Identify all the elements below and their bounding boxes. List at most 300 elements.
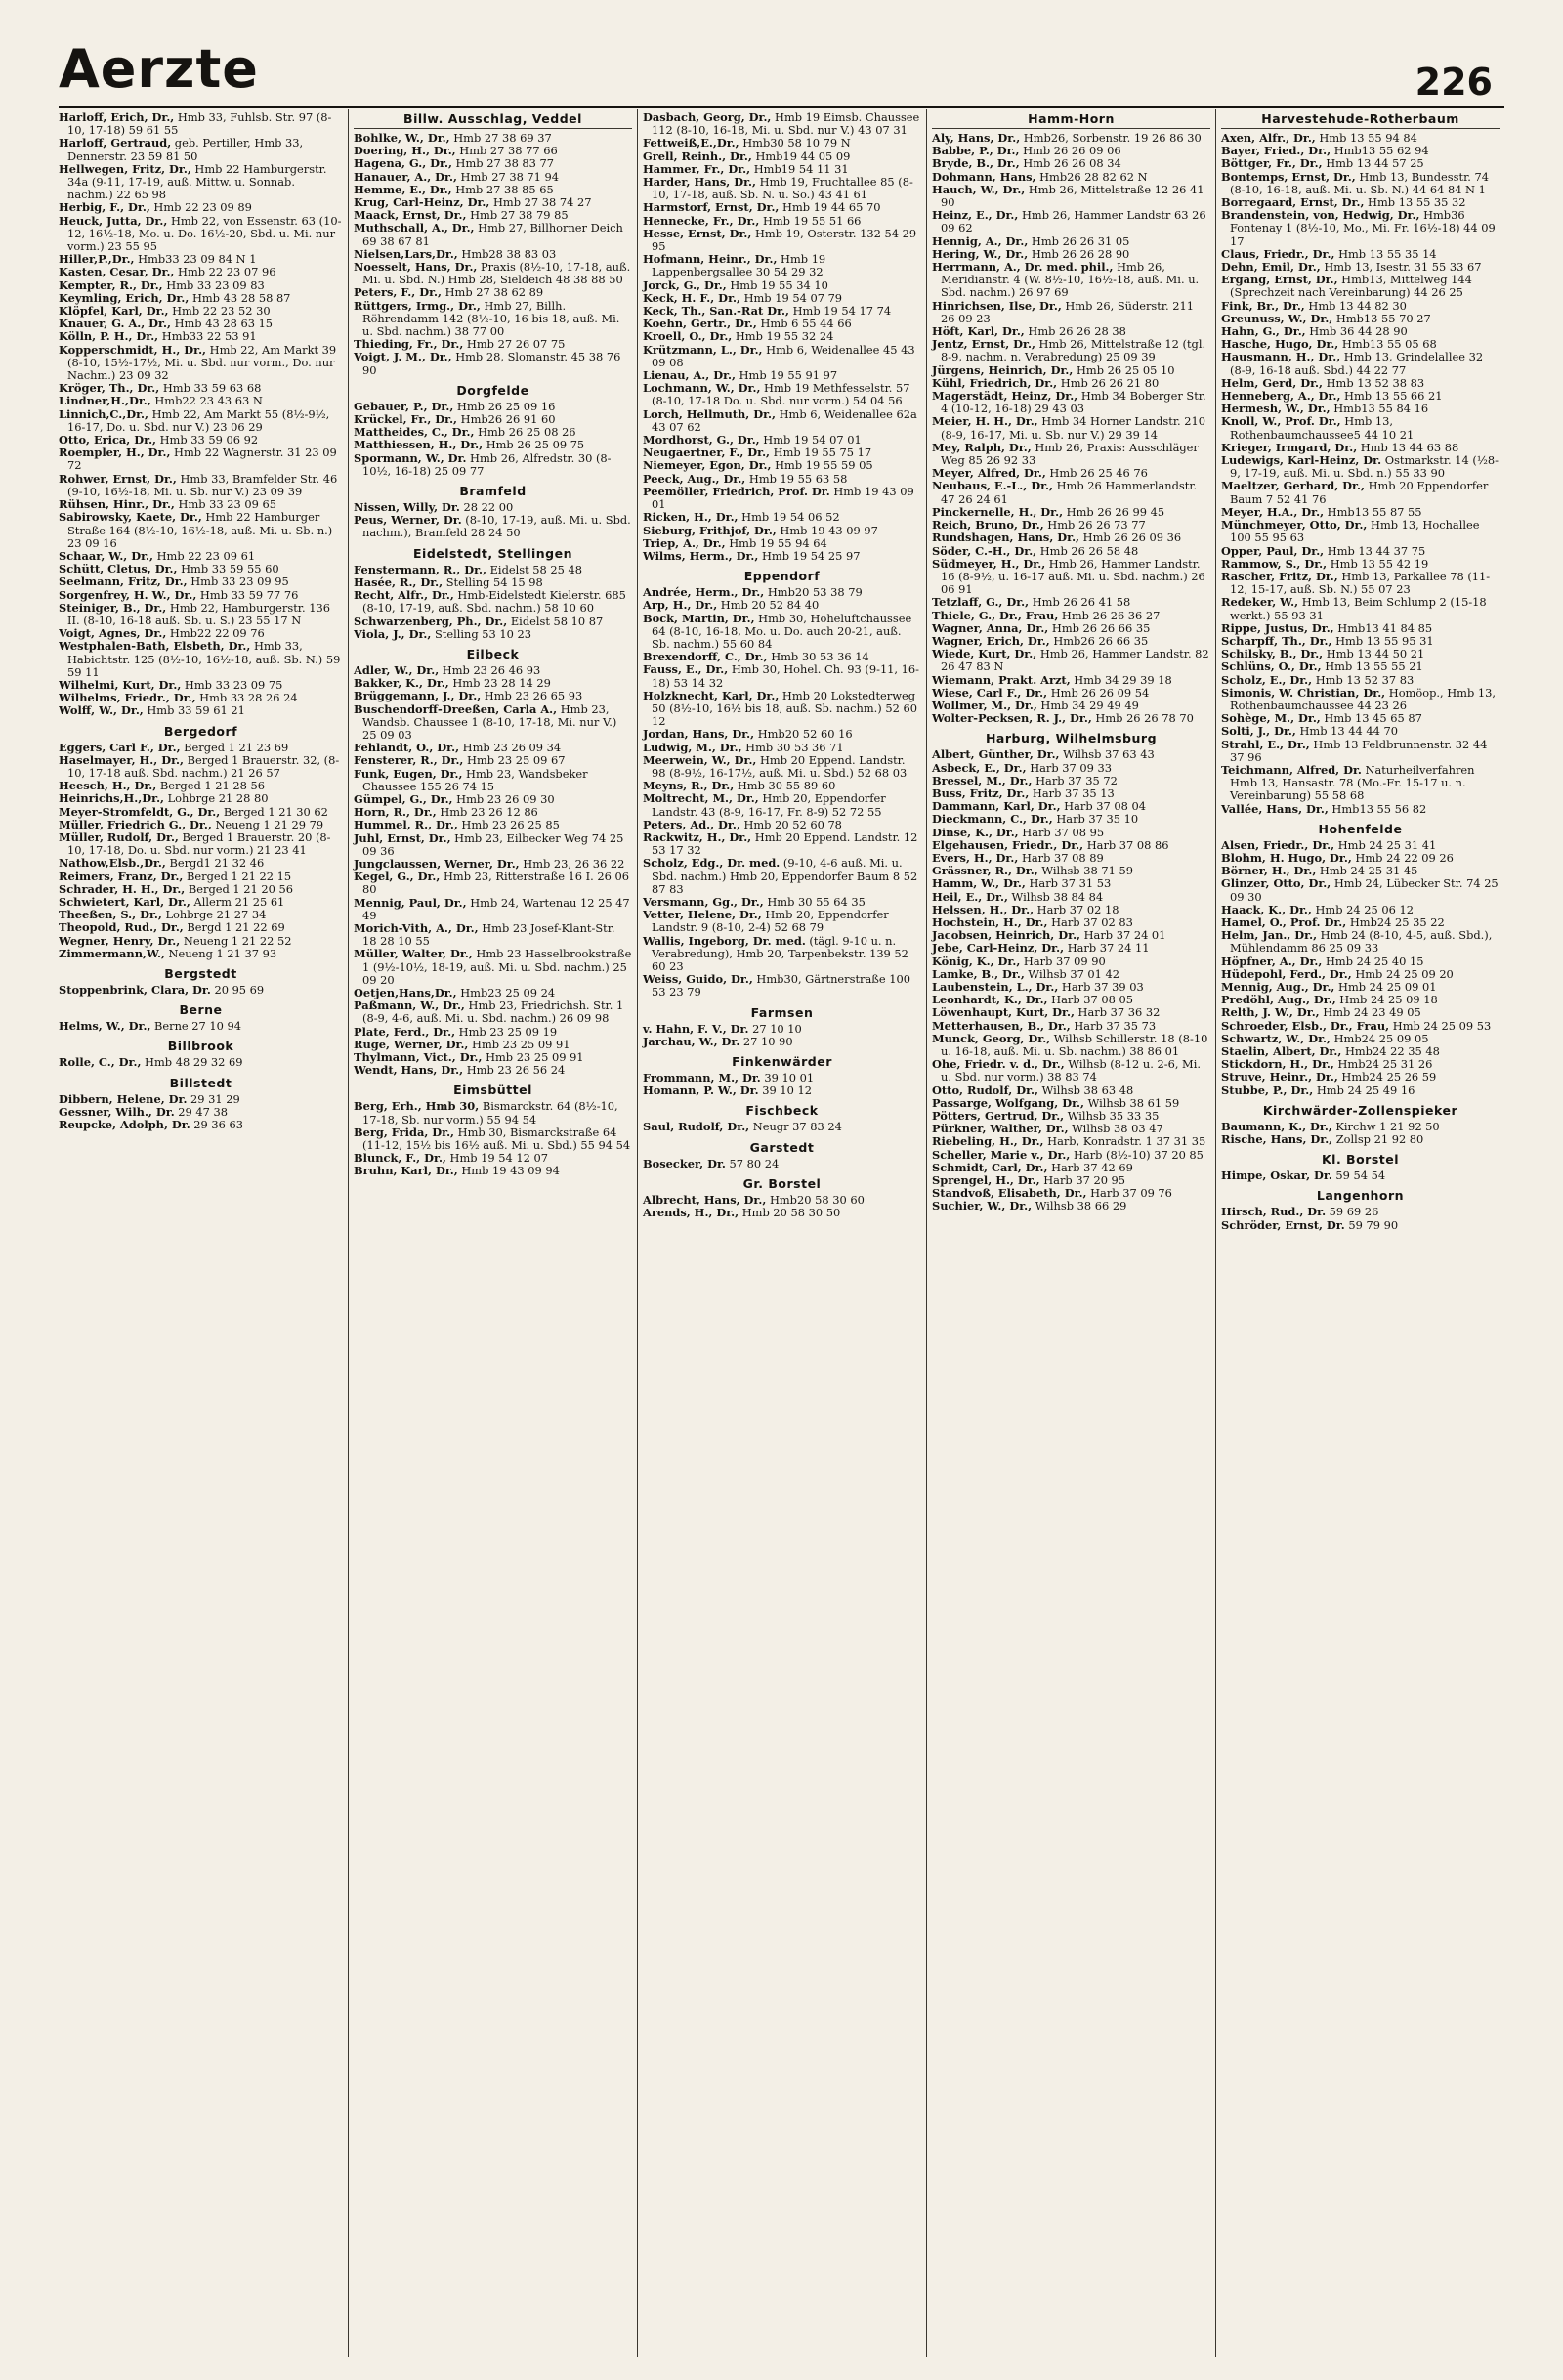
entry-name: Helms, W., Dr.,	[59, 1019, 151, 1034]
entry-details: Hmb 33 59 06 92	[156, 433, 259, 447]
directory-entry	[932, 184, 1210, 209]
entry-details: Hmb 33 59 55 60	[177, 562, 279, 576]
entry-name: Weiss, Guido, Dr.,	[643, 972, 753, 987]
entry-details: Harb 37 36 32	[1074, 1005, 1161, 1020]
entry-details: Wilhsb 38 03 47	[1068, 1122, 1163, 1136]
entry-details: Hmb 19 55 63 58	[745, 471, 848, 486]
entry-name: Oetjen,Hans,Dr.,	[354, 985, 457, 999]
directory-entry	[643, 408, 921, 434]
directory-section	[1221, 111, 1500, 816]
entry-name: Hellwegen, Fritz, Dr.,	[59, 161, 191, 176]
entry-name: Harloff, Erich, Dr.,	[59, 110, 175, 124]
directory-entry	[643, 792, 921, 818]
entry-name: Südmeyer, H., Dr.,	[932, 556, 1046, 571]
entry-name: Blohm, H. Hugo, Dr.,	[1221, 850, 1352, 865]
entry-name: Schilsky, B., Dr.,	[1221, 647, 1324, 661]
entry-details: Berged 1 21 20 56	[185, 881, 293, 896]
entry-list	[643, 1023, 921, 1048]
entry-details: Hmb 19 55 59 05	[771, 458, 873, 473]
entry-name: Schütt, Cletus, Dr.,	[59, 562, 178, 576]
entry-details: Wilhsb 38 61 59	[1083, 1095, 1180, 1110]
entry-name: Frommann, M., Dr.	[643, 1071, 761, 1085]
entry-name: Suchier, W., Dr.,	[932, 1199, 1033, 1213]
entry-details: Hmb 48 29 32 69	[141, 1055, 243, 1070]
entry-name: Jebe, Carl-Heinz, Dr.,	[932, 941, 1065, 956]
page-title: Aerzte	[59, 38, 259, 100]
entry-details: Hmb 34 29 39 18	[1070, 672, 1172, 687]
entry-name: Lochmann, W., Dr.,	[643, 381, 761, 396]
entry-name: Andrée, Herm., Dr.,	[643, 585, 765, 600]
entry-list	[59, 1056, 343, 1069]
entry-details: Hmb 22 23 52 30	[168, 304, 271, 319]
page-header	[59, 27, 1504, 108]
entry-list	[643, 1072, 921, 1097]
entry-details: Eidelst 58 25 48	[486, 562, 583, 576]
entry-details: Hmb20 52 60 16	[754, 727, 853, 742]
entry-details: Hmb 23 26 25 85	[457, 818, 560, 832]
entry-details: Hmb 13 44 57 25	[1322, 156, 1424, 171]
entry-details: Hmb 22 Hamburger Straße 164 (8½-10, 16½-18, auß. Mi. u. Sb. n.) 23 09 16	[67, 510, 333, 550]
entry-details: Hmb 27, Billhorner Deich 69 38 67 81	[362, 221, 623, 248]
entry-name: Rundshagen, Hans, Dr.,	[932, 531, 1080, 545]
directory-entry	[1221, 929, 1500, 955]
section-title: Bergstedt	[164, 966, 237, 981]
entry-list	[354, 401, 632, 478]
entry-name: Bosecker, Dr.	[643, 1156, 726, 1170]
entry-details: Hmb 27, Billh. Röhrendamm 142 (8½-10, 16 bis 18, auß. Mi. u. Sbd. nachm.) 38 77 00	[362, 298, 620, 339]
entry-list	[354, 564, 632, 641]
entry-details: Harb 37 24 11	[1064, 941, 1150, 956]
entry-details: Hmb 24, Lübecker Str. 74 25 09 30	[1230, 876, 1499, 904]
entry-details: Bergd1 21 32 46	[165, 856, 265, 871]
directory-section	[354, 383, 632, 478]
entry-details: Berged 1 Brauerstr. 32, (8-10, 17-18 auß. Sbd. nachm.) 21 26 57	[67, 752, 340, 780]
entry-name: Heinrichs,H.,Dr.,	[59, 791, 164, 806]
directory-section	[59, 1039, 343, 1069]
entry-name: Wegner, Henry, Dr.,	[59, 933, 181, 948]
directory-entry	[59, 1119, 343, 1131]
entry-details: Hmb 19 54 17 74	[789, 304, 892, 319]
entry-details: Wilhsb Schillerstr. 18 (8-10 u. 16-18, auß. Mi. u. Sb. nachm.) 38 86 01	[941, 1031, 1208, 1059]
entry-name: Westphalen-Bath, Elsbeth, Dr.,	[59, 639, 251, 654]
directory-section	[59, 1076, 343, 1132]
entry-details: 39 10 01	[760, 1071, 815, 1085]
entry-details: Hmb 26 26 66 35	[1048, 620, 1151, 635]
entry-details: (8-10, 17-19, auß. Mi. u. Sbd. nachm.), Bramfeld 28 24 50	[362, 513, 631, 540]
entry-name: Haack, K., Dr.,	[1221, 902, 1312, 916]
entry-details: Harb 37 20 95	[1039, 1173, 1126, 1188]
entry-name: Dehn, Emil, Dr.,	[1221, 260, 1321, 275]
entry-details: Harb 37 02 18	[1034, 902, 1119, 916]
directory-entry	[354, 1126, 632, 1152]
entry-name: Bruhn, Karl, Dr.,	[354, 1164, 458, 1178]
entry-details: Hmb 19 43 09 01	[652, 484, 914, 512]
directory-entry	[932, 480, 1210, 505]
entry-details: Hmb26 26 91 60	[457, 412, 556, 427]
directory-entry	[354, 897, 632, 922]
entry-details: Hmb 26 26 41 58	[1029, 595, 1131, 610]
entry-name: Harloff, Gertraud,	[59, 136, 172, 150]
entry-name: Maeltzer, Gerhard, Dr.,	[1221, 479, 1365, 493]
entry-name: Maack, Ernst, Dr.,	[354, 208, 467, 223]
entry-details: Hmb 23, Eilbecker Weg 74 25 09 36	[362, 830, 624, 858]
directory-entry	[1221, 764, 1500, 803]
directory-entry	[354, 589, 632, 615]
entry-details: Kirchw 1 21 92 50	[1331, 1119, 1440, 1133]
entry-details: Stelling 54 15 98	[443, 574, 543, 589]
entry-details: Hmb 27 38 69 37	[449, 131, 552, 145]
entry-details: Hmb 19 44 65 70	[779, 200, 881, 215]
directory-entry	[643, 857, 921, 896]
entry-details: Hmb 27 38 85 65	[451, 182, 554, 196]
entry-details: Hmb 36 44 28 90	[1305, 324, 1408, 339]
entry-name: Spormann, W., Dr.	[354, 450, 467, 465]
entry-name: Sprengel, H., Dr.,	[932, 1173, 1040, 1188]
entry-details: Harb 37 09 33	[1026, 760, 1113, 775]
directory-entry	[59, 511, 343, 550]
entry-details: Hmb 26 26 36 27	[1058, 608, 1161, 622]
entry-name: Ohe, Friedr. v. d., Dr.,	[932, 1057, 1065, 1072]
entry-name: Simonis, W. Christian, Dr.,	[1221, 685, 1386, 700]
entry-name: Kroell, O., Dr.,	[643, 329, 733, 344]
entry-name: Jarchau, W., Dr.	[643, 1034, 740, 1048]
entry-name: Axen, Alfr., Dr.,	[1221, 131, 1316, 145]
entry-details: Praxis (8½-10, 17-18, auß. Mi. u. Sbd. N.) Hmb 28, Sieldeich 48 38 88 50	[362, 260, 631, 287]
entry-name: Leonhardt, K., Dr.,	[932, 993, 1048, 1007]
entry-details: Hmb24 25 09 05	[1330, 1031, 1429, 1045]
entry-details: 59 79 90	[1344, 1217, 1399, 1232]
section-title: Hohenfelde	[1318, 821, 1403, 836]
entry-details: Hmb24 25 35 22	[1346, 914, 1445, 929]
entry-name: Sabirowsky, Kaete, Dr.,	[59, 510, 202, 525]
directory-entry	[643, 973, 921, 999]
entry-name: Rohwer, Ernst, Dr.,	[59, 471, 177, 486]
directory-entry	[59, 831, 343, 857]
entry-name: Jungclaussen, Werner, Dr.,	[354, 856, 520, 871]
entry-name: Knauer, G. A., Dr.,	[59, 317, 171, 331]
directory-entry	[1221, 803, 1500, 816]
entry-name: Fehlandt, O., Dr.,	[354, 741, 460, 755]
entry-name: Versmann, Gg., Dr.,	[643, 894, 764, 909]
entry-details: 29 47 38	[174, 1104, 229, 1119]
entry-name: Wiese, Carl F., Dr.,	[932, 685, 1048, 700]
entry-name: Dohmann, Hans,	[932, 169, 1036, 184]
entry-details: Hmb 30, Hohel. Ch. 93 (9-11, 16-18) 53 14 32	[652, 662, 920, 690]
directory-section	[1221, 822, 1500, 1097]
entry-name: Reupcke, Adolph, Dr.	[59, 1118, 190, 1132]
directory-entry	[643, 613, 921, 652]
entry-name: Mennig, Paul, Dr.,	[354, 895, 467, 910]
entry-details: Harb 37 08 05	[1047, 993, 1133, 1007]
entry-name: Babbe, P., Dr.,	[932, 144, 1020, 158]
directory-entry	[1221, 877, 1500, 903]
entry-details: Hmb 13, Hochallee 100 55 95 63	[1230, 518, 1480, 545]
entry-name: Lamke, B., Dr.,	[932, 966, 1025, 981]
entry-name: Dasbach, Georg, Dr.,	[643, 110, 772, 124]
entry-details: Hmb 20 52 84 40	[717, 598, 820, 613]
entry-name: Stubbe, P., Dr.,	[1221, 1083, 1314, 1097]
entry-details: (tägl. 9-10 u. n. Verabredung), Hmb 20, Tarpenbekstr. 139 52 60 23	[652, 933, 908, 973]
entry-details: Hmb 26 26 08 34	[1019, 156, 1121, 171]
entry-details: Hmb 13, Isestr. 31 55 33 67	[1320, 260, 1482, 275]
entry-name: Claus, Friedr., Dr.,	[1221, 246, 1335, 261]
entry-name: Zimmermann,W.,	[59, 946, 165, 960]
entry-name: Himpe, Oskar, Dr.	[1221, 1169, 1332, 1183]
entry-details: Hmb13, Mittelweg 144 (Sprechzeit nach Vereinbarung) 44 26 25	[1230, 273, 1472, 300]
entry-name: Söder, C.-H., Dr.,	[932, 543, 1037, 558]
entry-details: Harb 37 08 04	[1060, 799, 1146, 814]
entry-name: Doering, H., Dr.,	[354, 144, 456, 158]
entry-details: Hmb 23, 26 36 22	[519, 856, 625, 871]
directory-entry	[643, 382, 921, 407]
entry-name: Aly, Hans, Dr.,	[932, 131, 1021, 145]
entry-details: Hmb 13 55 94 84	[1315, 131, 1417, 145]
entry-details: Hmb-Eidelstedt Kielerstr. 685 (8-10, 17-19, auß. Sbd. nachm.) 58 10 60	[362, 588, 626, 616]
directory-entry	[354, 628, 632, 641]
entry-details: Hmb 26, Hammer Landstr. 82 26 47 83 N	[941, 647, 1209, 674]
entry-name: Helssen, H., Dr.,	[932, 902, 1035, 916]
entry-name: v. Hahn, F. V., Dr.	[643, 1021, 749, 1036]
entry-name: Borregaard, Ernst, Dr.,	[1221, 195, 1365, 210]
directory-entry	[932, 442, 1210, 467]
directory-entry	[932, 261, 1210, 300]
entry-details: Berged 1 21 22 15	[183, 869, 292, 883]
entry-details: Hmb 13, Grindelallee 32 (8-9, 16-18 auß. Sbd.) 44 22 77	[1230, 350, 1484, 377]
entry-name: Mey, Ralph, Dr.,	[932, 440, 1032, 454]
entry-name: Scheller, Marie v., Dr.,	[932, 1147, 1071, 1162]
entry-details: Hmb30, Gärtnerstraße 100 53 23 79	[652, 972, 910, 999]
entry-details: Hmb 13 Feldbrunnenstr. 32 44 37 96	[1230, 737, 1488, 764]
entry-name: Wolter-Pecksen, R. J., Dr.,	[932, 711, 1092, 726]
entry-name: Muthschall, A., Dr.,	[354, 221, 475, 235]
entry-name: Wagner, Anna, Dr.,	[932, 620, 1049, 635]
entry-name: Lienau, A., Dr.,	[643, 368, 736, 383]
entry-details: Hmb 19 55 51 66	[759, 213, 862, 228]
entry-details: Hmb 20 Eppendorfer Baum 7 52 41 76	[1230, 479, 1489, 506]
entry-name: Hummel, R., Dr.,	[354, 818, 458, 832]
directory-entry	[354, 1165, 632, 1177]
entry-details: Hmb 23 25 09 91	[468, 1037, 570, 1051]
entry-details: Hmb 26, Hammer Landstr 63 26 09 62	[941, 208, 1206, 235]
entry-name: Höft, Karl, Dr.,	[932, 324, 1025, 339]
directory-entry	[643, 344, 921, 369]
entry-name: Kölln, P. H., Dr.,	[59, 329, 159, 344]
directory-section	[354, 1083, 632, 1177]
entry-name: Albrecht, Hans, Dr.,	[643, 1192, 767, 1207]
section-title: Gr. Borstel	[742, 1175, 822, 1191]
entry-details: Hmb 30, Bismarckstraße 64 (11-12, 15½ bis 16½ auß. Mi. u. Sbd.) 55 94 54	[362, 1125, 631, 1153]
entry-details: Harb 37 08 86	[1083, 837, 1169, 852]
entry-name: Fauss, E., Dr.,	[643, 662, 729, 677]
directory-section	[59, 724, 343, 960]
directory-section	[643, 1176, 921, 1219]
entry-details: Hmb 26 25 05 10	[1073, 362, 1175, 377]
entry-name: Schwartz, W., Dr.,	[1221, 1031, 1331, 1045]
entry-details: Wilhsb 38 63 48	[1037, 1083, 1134, 1097]
entry-details: Wilhsb 38 71 59	[1037, 864, 1133, 878]
entry-name: Dibbern, Helene, Dr.	[59, 1091, 188, 1106]
entry-details: Hmb 19 54 07 01	[759, 433, 862, 447]
entry-details: Hmb 19 54 06 52	[738, 510, 840, 525]
entry-name: Kegel, G., Dr.,	[354, 870, 441, 884]
entry-list	[59, 1020, 343, 1033]
section-title: Bramfeld	[459, 484, 527, 499]
section-title: Eidelstedt, Stellingen	[413, 545, 572, 561]
entry-name: Redeker, W.,	[1221, 595, 1299, 610]
directory-entry	[1221, 687, 1500, 712]
entry-details: Hmb 24 25 31 45	[1316, 864, 1418, 878]
entry-name: Fenstermann, R., Dr.,	[354, 562, 486, 576]
entry-details: Hmb 19 55 32 24	[732, 329, 834, 344]
entry-name: Hasée, R., Dr.,	[354, 574, 444, 589]
entry-name: Schaar, W., Dr.,	[59, 548, 153, 563]
entry-name: Blunck, F., Dr.,	[354, 1151, 446, 1166]
entry-name: Nielsen,Lars,Dr.,	[354, 246, 458, 261]
entry-details: Hmb 22, Am Markt 39 (8-10, 15½-17½, Mi. u. Sbd. nur vorm., Do. nur Nachm.) 23 09 32	[67, 342, 337, 383]
directory-entry	[643, 550, 921, 563]
entry-name: Lorch, Hellmuth, Dr.,	[643, 406, 776, 421]
entry-name: Schwietert, Karl, Dr.,	[59, 894, 190, 909]
entry-name: Asbeck, E., Dr.,	[932, 760, 1027, 775]
entry-details: Hmb 26, Mittelstraße 12 26 41 90	[941, 182, 1204, 210]
entry-details: Lohbrge 21 28 80	[164, 791, 269, 806]
entry-name: Hanauer, A., Dr.,	[354, 169, 457, 184]
entry-details: Hmb 6, Weidenallee 45 43 09 08	[652, 342, 915, 369]
entry-details: Harb, Konradstr. 1 37 31 35	[1043, 1134, 1206, 1149]
section-title: Berne	[179, 1002, 223, 1018]
entry-name: Greunuss, W., Dr.,	[1221, 311, 1333, 325]
entry-name: Hennecke, Fr., Dr.,	[643, 213, 760, 228]
entry-list	[643, 1194, 921, 1219]
entry-details: Hmb 13 55 95 31	[1331, 633, 1434, 648]
entry-details: Homöop., Hmb 13, Rothenbaumchaussee 44 23 26	[1230, 685, 1496, 712]
entry-name: Scholz, Edg., Dr. med.	[643, 856, 781, 871]
entry-details: 29 36 63	[190, 1118, 244, 1132]
entry-name: Harmstorf, Ernst, Dr.,	[643, 200, 780, 215]
entry-details: Hmb13 55 56 82	[1328, 801, 1427, 816]
entry-details: Hmb 23 25 09 91	[482, 1050, 584, 1064]
entry-name: Pürkner, Walther, Dr.,	[932, 1122, 1069, 1136]
entry-name: Bayer, Fried., Dr.,	[1221, 144, 1331, 158]
entry-name: Staelin, Albert, Dr.,	[1221, 1044, 1342, 1059]
entry-details: Hmb 19, Osterstr. 132 54 29 95	[652, 226, 917, 254]
entry-details: Hmb 26, Praxis: Ausschläger Weg 85 26 92 33	[941, 440, 1199, 468]
entry-name: Hasche, Hugo, Dr.,	[1221, 337, 1339, 352]
entry-details: Hmb13 55 87 55	[1324, 504, 1422, 519]
entry-name: Lindner,H.,Dr.,	[59, 394, 151, 408]
entry-details: Hmb 24 25 49 16	[1313, 1083, 1415, 1097]
entry-name: Otto, Erica, Dr.,	[59, 433, 156, 447]
entry-details: Hmb24 25 26 59	[1337, 1070, 1437, 1084]
entry-list	[643, 586, 921, 999]
directory-entry	[932, 558, 1210, 597]
entry-details: Hmb 13 52 38 83	[1322, 375, 1425, 390]
entry-details: Hmb 22 23 09 89	[149, 200, 252, 215]
entry-name: Riebeling, H., Dr.,	[932, 1134, 1044, 1149]
entry-details: Hmb 33 59 77 76	[196, 587, 299, 602]
entry-name: Struve, Heinr., Dr.,	[1221, 1070, 1338, 1084]
entry-details: Hmb 23 25 09 19	[455, 1024, 558, 1039]
entry-details: Hmb 13 44 50 21	[1323, 647, 1425, 661]
directory-entry	[59, 408, 343, 434]
entry-details: Neueng 1 21 37 93	[164, 946, 277, 960]
entry-details: 59 54 54	[1331, 1169, 1386, 1183]
entry-details: Hmb 13, Rothenbaumchaussee5 44 10 21	[1230, 414, 1415, 442]
entry-name: Fettweiß,E.,Dr.,	[643, 136, 739, 150]
entry-name: Holzknecht, Karl, Dr.,	[643, 688, 780, 702]
entry-name: Meier, H. H., Dr.,	[932, 414, 1038, 429]
entry-name: Knoll, W., Prof. Dr.,	[1221, 414, 1341, 429]
entry-list	[354, 1100, 632, 1177]
directory-entry	[643, 111, 921, 137]
directory-entry	[354, 948, 632, 987]
section-title: Farmsen	[750, 1004, 814, 1020]
entry-name: Kühl, Friedrich, Dr.,	[932, 375, 1058, 390]
entry-name: Glinzer, Otto, Dr.,	[1221, 876, 1331, 891]
entry-name: Dieckmann, C., Dr.,	[932, 812, 1053, 827]
entry-details: Hmb 13 52 37 83	[1312, 672, 1415, 687]
entry-details: Hmb 26 26 28 38	[1024, 324, 1126, 339]
entry-name: Herrmann, A., Dr. med. phil.,	[932, 260, 1114, 275]
entry-name: Peters, F., Dr.,	[354, 285, 442, 300]
entry-details: Hmb 19 55 34 10	[726, 277, 828, 292]
entry-name: Grell, Reinh., Dr.,	[643, 149, 752, 163]
entry-name: Juhl, Ernst, Dr.,	[354, 830, 451, 845]
directory-section	[643, 569, 921, 999]
entry-details: Hmb28 38 83 03	[457, 246, 557, 261]
entry-name: Wilhelms, Friedr., Dr.,	[59, 691, 196, 705]
entry-name: Homann, P. W., Dr.	[643, 1084, 759, 1098]
directory-entry	[1221, 274, 1500, 299]
entry-details: Hmb 26 26 78 70	[1091, 711, 1194, 726]
entry-name: Höpfner, A., Dr.,	[1221, 954, 1323, 968]
entry-details: Harb 37 24 01	[1080, 928, 1166, 943]
entry-name: Mordhorst, G., Dr.,	[643, 433, 760, 447]
entry-name: Voigt, Agnes, Dr.,	[59, 626, 167, 641]
entry-name: Elgehausen, Friedr., Dr.,	[932, 837, 1084, 852]
directory-entry	[643, 176, 921, 201]
directory-section	[1221, 1103, 1500, 1146]
entry-name: Bohlke, W., Dr.,	[354, 131, 450, 145]
entry-name: Fensterer, R., Dr.,	[354, 753, 464, 768]
entry-name: Adler, W., Dr.,	[354, 662, 440, 677]
entry-details: Hmb 13 44 63 88	[1357, 440, 1459, 454]
entry-details: Wilhsb 38 84 84	[1007, 889, 1104, 904]
entry-name: Hagena, G., Dr.,	[354, 156, 452, 171]
entry-details: Hmb 26 25 09 16	[453, 399, 556, 413]
entry-name: Hinrichsen, Ilse, Dr.,	[932, 298, 1062, 313]
entry-name: Viola, J., Dr.,	[354, 626, 432, 641]
directory-entry	[932, 1200, 1210, 1212]
section-title: Langenhorn	[1316, 1188, 1405, 1204]
entry-details: Hmb 26 25 46 76	[1045, 466, 1148, 481]
entry-details: Hmb 19 43 09 94	[457, 1164, 560, 1178]
directory-entry	[643, 253, 921, 278]
directory-entry	[932, 1033, 1210, 1058]
entry-details: Harb (8½-10) 37 20 85	[1070, 1147, 1204, 1162]
entry-name: Fink, Br., Dr.,	[1221, 298, 1305, 313]
entry-name: Stoppenbrink, Clara, Dr.	[59, 983, 211, 997]
entry-name: Schroeder, Elsb., Dr., Frau,	[1221, 1018, 1390, 1033]
directory-entry	[59, 602, 343, 627]
entry-details: Hmb 19 54 12 07	[445, 1151, 548, 1166]
entry-details: Hmb24 22 35 48	[1341, 1044, 1440, 1059]
directory-entry	[1221, 209, 1500, 248]
entry-list	[59, 742, 343, 960]
directory-entry	[1221, 1169, 1500, 1182]
directory-entry	[643, 1121, 921, 1133]
column-1	[59, 109, 348, 2357]
